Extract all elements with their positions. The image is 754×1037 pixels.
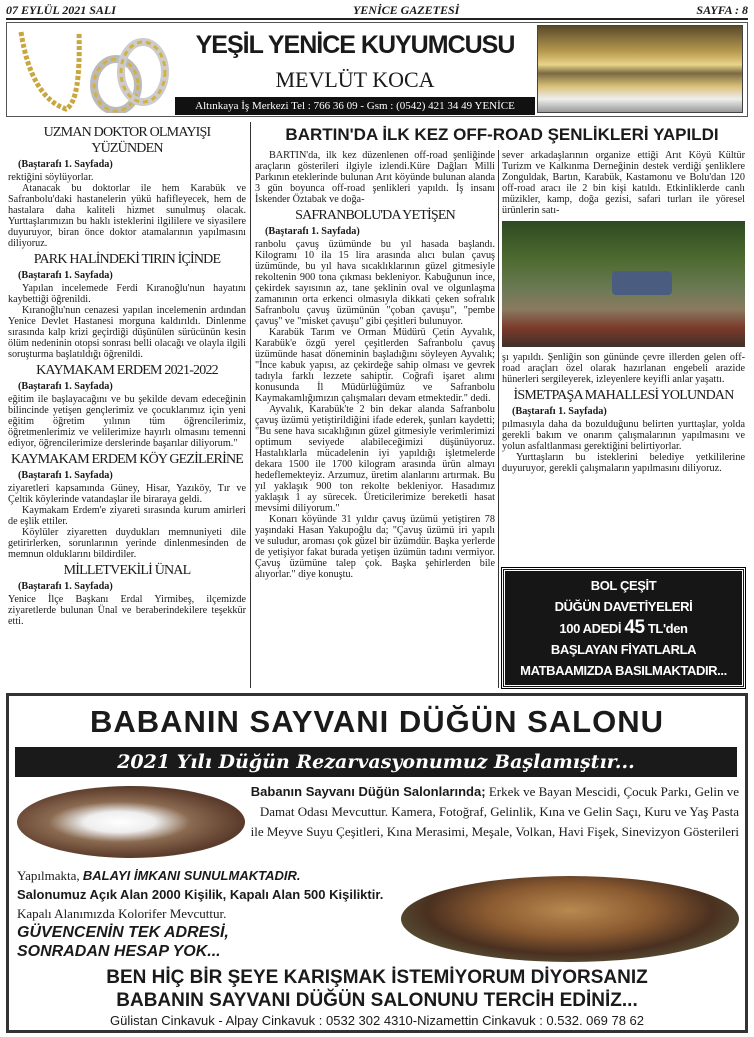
offroad-event-photo: [502, 221, 745, 347]
wedding-ad-contact: Gülistan Cinkavuk - Alpay Cinkavuk : 0532 302 4310-Nizamettin Cinkavuk : 0.532. 069 78 62: [109, 1013, 645, 1028]
article-title: UZMAN DOKTOR OLMAYIŞI YÜZÜNDEN: [43, 125, 211, 156]
article-milletvekili-unal: [8, 563, 246, 627]
article-paragraph: Yapılan incelemede Ferdi Kıranoğlu'nun hayatını kaybettiği öğrenildi.: [8, 283, 246, 305]
wedding-couple-photo: [17, 786, 245, 858]
newspaper-name: YENİCE GAZETESİ: [352, 2, 460, 17]
article-source: (Baştarafı 1. Sayfada): [265, 226, 360, 237]
wedding-ad-cta: [9, 966, 745, 1012]
jeweler-name: YEŞİL YENİCE KUYUMCUSU: [195, 31, 515, 59]
lead-headline: BARTIN'DA İLK KEZ OFF-ROAD ŞENLİKLERİ YAPILDI: [285, 125, 719, 144]
article-paragraph: eğitim ile başlayacağını ve bu şekilde devam edeceğinin bilincinde yetişen gençlerimiz ve çocuklarımız için yeni eğitim öğretim yılının tüm öğrencilerimiz, öğretmenlerimiz ve velilerimize hayırlı olmasını temenni ediyor, öğrencilerimize derslerinde başarılar diliyorum.": [8, 394, 246, 449]
details-text: Yapılmakta,: [17, 868, 83, 883]
rings-jewelry-image: [11, 27, 171, 113]
article-title: SAFRANBOLU'DA YETİŞEN: [295, 208, 455, 223]
wedding-ad-details: [17, 866, 397, 961]
article-uzman-doktor: [8, 125, 246, 249]
column-3: [502, 150, 745, 688]
ad-line: DÜĞÜN DAVETİYELERİ: [554, 599, 693, 614]
article-title: İSMETPAŞA MAHALLESİ YOLUNDAN: [513, 388, 734, 403]
invitation-ad: [502, 568, 745, 688]
article-park-halindeki-tir: [8, 252, 246, 360]
article-ismetpasa: [502, 385, 745, 474]
article-paragraph: Kıranoğlu'nun cenazesi yapılan incelemenin ardından Yenice Devlet Hastanesi morguna kaldırıldı. Dinlenme sırasında kalp krizi geçirdiği düşünülen sürücünün kesin ölüm nedeninin otopsi sonrası belli olacağı ve olayla ilgili soruşturma başlatıldığı öğrenildi.: [8, 305, 246, 360]
issue-date: 07 EYLÜL 2021 SALI: [6, 2, 116, 17]
lead-paragraph: BARTIN'da, ilk kez düzenlenen off-road şenliğinde araçların gösterileri ilgiyle izlendi.Küre Dağları Milli Parkının eteklerinde bulunan Arıt köyünde bulunan alanda 3 gün boyunca off-road şenlikleri yapıldı. İş insanı İskender Öztabak ve doğa-: [255, 150, 495, 205]
slogan-line: GÜVENCENİN TEK ADRESİ,: [17, 924, 229, 941]
lead-story-columns: [255, 150, 749, 688]
honeymoon-offer: BALAYI İMKANI SUNULMAKTADIR.: [82, 868, 301, 883]
article-source: (Baştarafı 1. Sayfada): [18, 159, 113, 170]
article-paragraph: Kaymakam Erdem'e ziyareti sırasında kurum amirleri de eşlik ettiler.: [8, 505, 246, 527]
wedding-hall-photo: [401, 876, 739, 962]
article-source: (Baştarafı 1. Sayfada): [18, 381, 113, 392]
slogan-line: SONRADAN HESAP YOK...: [17, 943, 221, 960]
ad-price: 45: [624, 617, 645, 638]
lead-paragraph: sever arkadaşlarının organize ettiği Arıt Köyü Kültür Turizm ve Kalkınma Derneğinin destek verdiği şenliklere Zonguldak, Bartın, Karabük, Kastamonu ve Bolu'dan 120 off-road aracı ile 2 bin kişi katıldı. Etkinliklerde canlı müzikler, kamp, doğa gezisi, safari turları ile yöresel ürünlerin satı-: [502, 150, 745, 216]
article-paragraph: ziyaretleri kapsamında Güney, Hisar, Yazıköy, Tır ve Çeltik köylerinde vatandaşlar ile biraraya geldi.: [8, 483, 246, 505]
article-paragraph: Ayvalık, Karabük'te 2 bin dekar alanda Safranbolu çavuş üzümü yetiştirildiğini ifade ederek, şunları kaydetti; "Bu sene hava sıcaklığının güzel gitmesiyle verimlerimizi optimum seviyede alabileceğimizi düşünüyoruz. Hastalıklarla mücadelenin iyi yapıldığı işletmelerde dekara 1500 ile 1700 kilogram arasında ürün almayı hedeflemekteyiz. Arzumuz, üretim alanlarını artırmak. Bu yıl yaklaşık 900 ton rekolte bekleniyor. Hasadımız yaklaşık 1 ay sürecek. Üreticilerimize bereketli hasat mevsimi diliyorum.": [255, 404, 495, 514]
column-1: [8, 122, 246, 688]
article-title: MİLLETVEKİLİ ÜNAL: [63, 563, 191, 578]
lead-paragraph: şı yapıldı. Şenliğin son gününde çevre illerden gelen off-road araçları özel olarak hazırlanan engebeli arazide hünerleri sergileyerek, izleyenlere keyifli anlar yaşattı.: [502, 352, 745, 385]
description-lead: Babanın Sayvanı Düğün Salonlarında;: [250, 784, 486, 799]
wedding-ad-title: BABANIN SAYVANI DÜĞÜN SALONU: [90, 704, 664, 739]
article-source: (Baştarafı 1. Sayfada): [18, 470, 113, 481]
news-columns: [8, 122, 748, 688]
ad-line: BAŞLAYAN FİYATLARLA: [550, 642, 697, 657]
article-paragraph: pılmasıyla daha da bozulduğunu belirten yurttaşlar, yolda gerekli bakım ve onarım çalışmalarının yapılmasını ve yolun asfaltlanması gerektiğini belirtiyorlar.: [502, 419, 745, 452]
article-title: KAYMAKAM ERDEM 2021-2022: [36, 363, 218, 378]
jewelry-shop-photo: [537, 25, 743, 113]
ad-line: BOL ÇEŞİT: [590, 578, 657, 593]
ad-text: TL'den: [647, 621, 688, 636]
cta-line: BABANIN SAYVANI DÜĞÜN SALONUNU TERCİH EDİNİZ...: [116, 990, 638, 1011]
article-paragraph: Atanacak bu doktorlar ile hem Karabük ve Safranbolu'daki hastanelerin yükü hafifleyecek, hem de hastalara daha kaliteli hizmet sunulmuş olacak. Yurttaşlarımızın bu haklı isteklerini ilgililere ve siyasilere duyuruyor, biran önce doktor atamalarının yapılmasını diliyoruz.: [8, 183, 246, 249]
article-paragraph: Konarı köyünde 31 yıldır çavuş üzümü yetiştiren 78 yaşındaki Hasan Yakupoğlu da; "Çavuş üzümü iri yapılı ve suludur, aroması çok güzel bir üzümdür. Başka yerlerde de yetişiyor fakat burada yetişen üzümün tadını vermiyor. Çavuş üzümüne talep çok. Başka şehirlerden bile alıyorlar." diye konuştu.: [255, 514, 495, 580]
ad-text: 100 ADEDİ: [559, 621, 622, 636]
heating-text: Kapalı Alanımızda Kolorifer Mevcuttur.: [17, 906, 227, 921]
lead-story-area: [255, 122, 749, 688]
article-paragraph: Karabük Tarım ve Orman Müdürü Çetin Ayvalık, Karabük'e özgü yerel çeşitlerden Safranbolu çavuş üzümünde hasat döneminin başladığını söyleyen Ayvalık; "İnce kabuk yapısı, az çekirdeğe sahip olması ve gevrek tadıyla farklı lezzete sahiptir. Coğrafi işaret alımı konusunda İl Müdürlüğümüz ve Safranbolu Kaymakamlığımızın çalışmaları devam etmektedir." dedi.: [255, 327, 495, 404]
jeweler-address: Altınkaya İş Merkezi Tel : 766 36 09 - Gsm : (0542) 421 34 49 YENİCE: [175, 97, 535, 115]
article-kaymakam-erdem-egitim: [8, 363, 246, 449]
article-source: (Baştarafı 1. Sayfada): [18, 270, 113, 281]
article-source: (Baştarafı 1. Sayfada): [512, 406, 607, 417]
article-paragraph: rektiğini söylüyorlar.: [8, 172, 94, 183]
article-source: (Baştarafı 1. Sayfada): [18, 581, 113, 592]
column-divider: [250, 122, 251, 688]
article-paragraph: Yenice İlçe Başkanı Erdal Yirmibeş, ilçemizde ziyaretlerde bulunan Ünal ve beraberindekilere teşekkür etti.: [8, 594, 246, 627]
ad-line: [505, 617, 742, 639]
article-safranbolu: [255, 208, 495, 580]
jeweler-ad: [6, 22, 748, 117]
ad-line: MATBAAMIZDA BASILMAKTADIR...: [520, 663, 727, 678]
wedding-ad-banner: 2021 Yılı Düğün Rezarvasyonumuz Başlamıştır...: [15, 747, 737, 777]
article-title: PARK HALİNDEKİ TIRIN İÇİNDE: [33, 252, 221, 267]
article-paragraph: Yurttaşların bu isteklerini belediye yetkililerine duyuruyor, gerekli çalışmaların yapılmasını diliyoruz.: [502, 452, 745, 474]
article-paragraph: ranbolu çavuş üzümünde bu yıl hasada başlandı. Kilogramı 10 ila 15 lira arasında alıcı bulan çavuş üzümünde, bu yıl hava sıcaklıklarının güzel gitmesiyle rekoltenin 900 tona çıkması bekleniyor. Kabuğunun ince, çekirdek sayısının az, tane şeklinin oval ve olgunlaşma zamanının orta erkenci olmasıyla dikkati çeken sofralık Safranbolu çavuş üzümünün "çoban çavuşu", "pembe çavuş" ve "misket çavuşu" gibi çeşitleri bulunuyor.: [255, 239, 495, 327]
wedding-ad-description: [249, 782, 739, 842]
description-text: Erkek ve Bayan Mescidi, Çocuk Parkı, Gelin ve Damat Odası Mevcuttur. Kamera, Fotoğraf, Gelinlik, Kına ve Gelin Saçı, Kuru ve Yaş Pasta ile Meyve Suyu Çeşitleri, Kına Merasimi, Meşale, Volkan, Havi Fişek, Sinevizyon Gösterileri: [250, 784, 739, 839]
page-header: [6, 2, 748, 20]
offroad-vehicle: [612, 271, 672, 295]
capacity-text: Salonumuz Açık Alan 2000 Kişilik, Kapalı Alan 500 Kişiliktir.: [17, 887, 384, 902]
column-2: [255, 150, 495, 688]
article-paragraph: Köylüler ziyaretten duydukları memnuniyeti dile getirirlerken, sorunlarının yerinde dinlenmesinden de memnun olduklarını bildirdiler.: [8, 527, 246, 560]
column-divider: [498, 150, 499, 688]
wedding-hall-ad: [6, 693, 748, 1033]
article-title: KAYMAKAM ERDEM KÖY GEZİLERİNE: [10, 452, 244, 467]
cta-line: BEN HİÇ BİR ŞEYE KARIŞMAK İSTEMİYORUM DİYORSANIZ: [106, 967, 648, 988]
jeweler-owner: MEVLÜT KOCA: [275, 67, 435, 92]
article-kaymakam-koy-gezileri: [8, 452, 246, 560]
page-number: SAYFA : 8: [696, 2, 748, 17]
